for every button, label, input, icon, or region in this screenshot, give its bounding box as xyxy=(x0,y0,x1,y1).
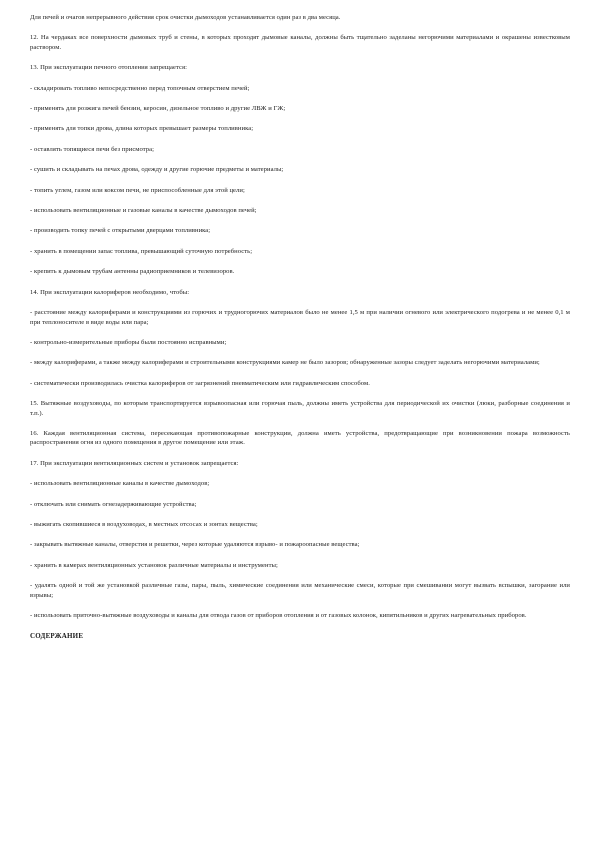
paragraph-chimney-cleaning-interval: Для печей и очагов непрерывного действия срок очистки дымоходов устанавливается один раз в два месяца. xyxy=(30,14,341,21)
list-item-13-2: - применять для розжига печей бензин, керосин, дизельное топливо и другие ЛВЖ и ГЖ; xyxy=(30,105,286,113)
paragraph-17-heading: 17. При эксплуатации вентиляционных систем и установок запрещается: xyxy=(30,459,239,467)
list-item-13-9: - хранить в помещении запас топлива, превышающий суточную потребность; xyxy=(30,247,253,255)
paragraph-12-attic-chimneys: 12. На чердаках все поверхности дымовых труб и стены, в которых проходят дымовые каналы, должны быть тщательно заделаны негорючими материалами и окрашены известковым раствором. xyxy=(30,34,570,51)
list-item-17-1: - использовать вентиляционные каналы в качестве дымоходов; xyxy=(30,480,210,488)
list-item-13-5: - сушить и складывать на печах дрова, одежду и другие горючие предметы и материалы; xyxy=(30,166,284,174)
paragraph-14-heading: 14. При эксплуатации калориферов необходимо, чтобы: xyxy=(30,288,190,296)
list-item-13-6: - топить углем, газом или коксом печи, не приспособленные для этой цели; xyxy=(30,186,245,194)
list-item-17-2: - отключать или снимать огнезадерживающие устройства; xyxy=(30,500,197,508)
paragraph-15-exhaust-ducts: 15. Вытяжные воздуховоды, по которым транспортируется взрывоопасная или горючая пыль, должны иметь устройства для периодической их очистки (люки, разборные соединения и т.п.). xyxy=(30,400,570,417)
list-item-14-4: - систематически производилась очистка калориферов от загрязнений пневматическим или гидравлическим способом. xyxy=(30,379,370,387)
list-item-17-5: - хранить в камерах вентиляционных установок различные материалы и инструменты; xyxy=(30,561,278,569)
list-item-13-3: - применять для топки дрова, длина которых превышает размеры топливника; xyxy=(30,125,254,133)
list-item-17-6: - удалять одной и той же установкой различные газы, пары, пыль, химические соединения или механические смеси, которые при смешивании могут вызвать вспышки, загорание или взрывы; xyxy=(30,582,570,599)
list-item-17-3: - выжигать скопившиеся в воздуховодах, в местных отсосах и зонтах вещества; xyxy=(30,520,258,528)
list-item-17-7: - использовать приточно-вытяжные воздуховоды и каналы для отвода газов от приборов отопления и от газовых колонок, кипятильников и других нагревательных приборов. xyxy=(30,612,527,619)
document-page xyxy=(30,13,570,647)
list-item-13-7: - использовать вентиляционные и газовые каналы в качестве дымоходов печей; xyxy=(30,207,257,215)
list-item-14-1: - расстояние между калориферами и конструкциями из горючих и трудногорючих материалов было не менее 1,5 м при наличии огневого или электрического подогрева и не менее 0,1 м при теплоносителе в виде воды или пара; xyxy=(30,309,570,326)
contents-heading: СОДЕРЖАНИЕ xyxy=(30,632,84,641)
list-item-17-4: - закрывать вытяжные каналы, отверстия и решетки, через которые удаляются взрыво- и пожароопасные вещества; xyxy=(30,541,360,549)
paragraph-16-ventilation-systems: 16. Каждая вентиляционная система, пересекающая противопожарные конструкции, должна иметь устройства, предотвращающие при возникновении пожара возможность распространения огня из одного помещения в другое помещение или этаж. xyxy=(30,429,570,447)
list-item-13-10: - крепить к дымовым трубам антенны радиоприемников и телевизоров. xyxy=(30,268,235,276)
list-item-14-2: - контрольно-измерительные приборы были постоянно исправными; xyxy=(30,338,227,346)
list-item-13-4: - оставлять топящиеся печи без присмотра; xyxy=(30,145,155,153)
list-item-13-1: - складировать топливо непосредственно перед топочным отверстием печей; xyxy=(30,84,250,92)
list-item-13-8: - производить топку печей с открытыми дверцами топливника; xyxy=(30,227,211,235)
list-item-14-3: - между калориферами, а также между калориферами и строительными конструкциями камер не было зазоров; обнаруженные зазоры следует заделать негорючими материалами; xyxy=(30,359,540,367)
paragraph-13-heading: 13. При эксплуатации печного отопления запрещается: xyxy=(30,64,187,72)
